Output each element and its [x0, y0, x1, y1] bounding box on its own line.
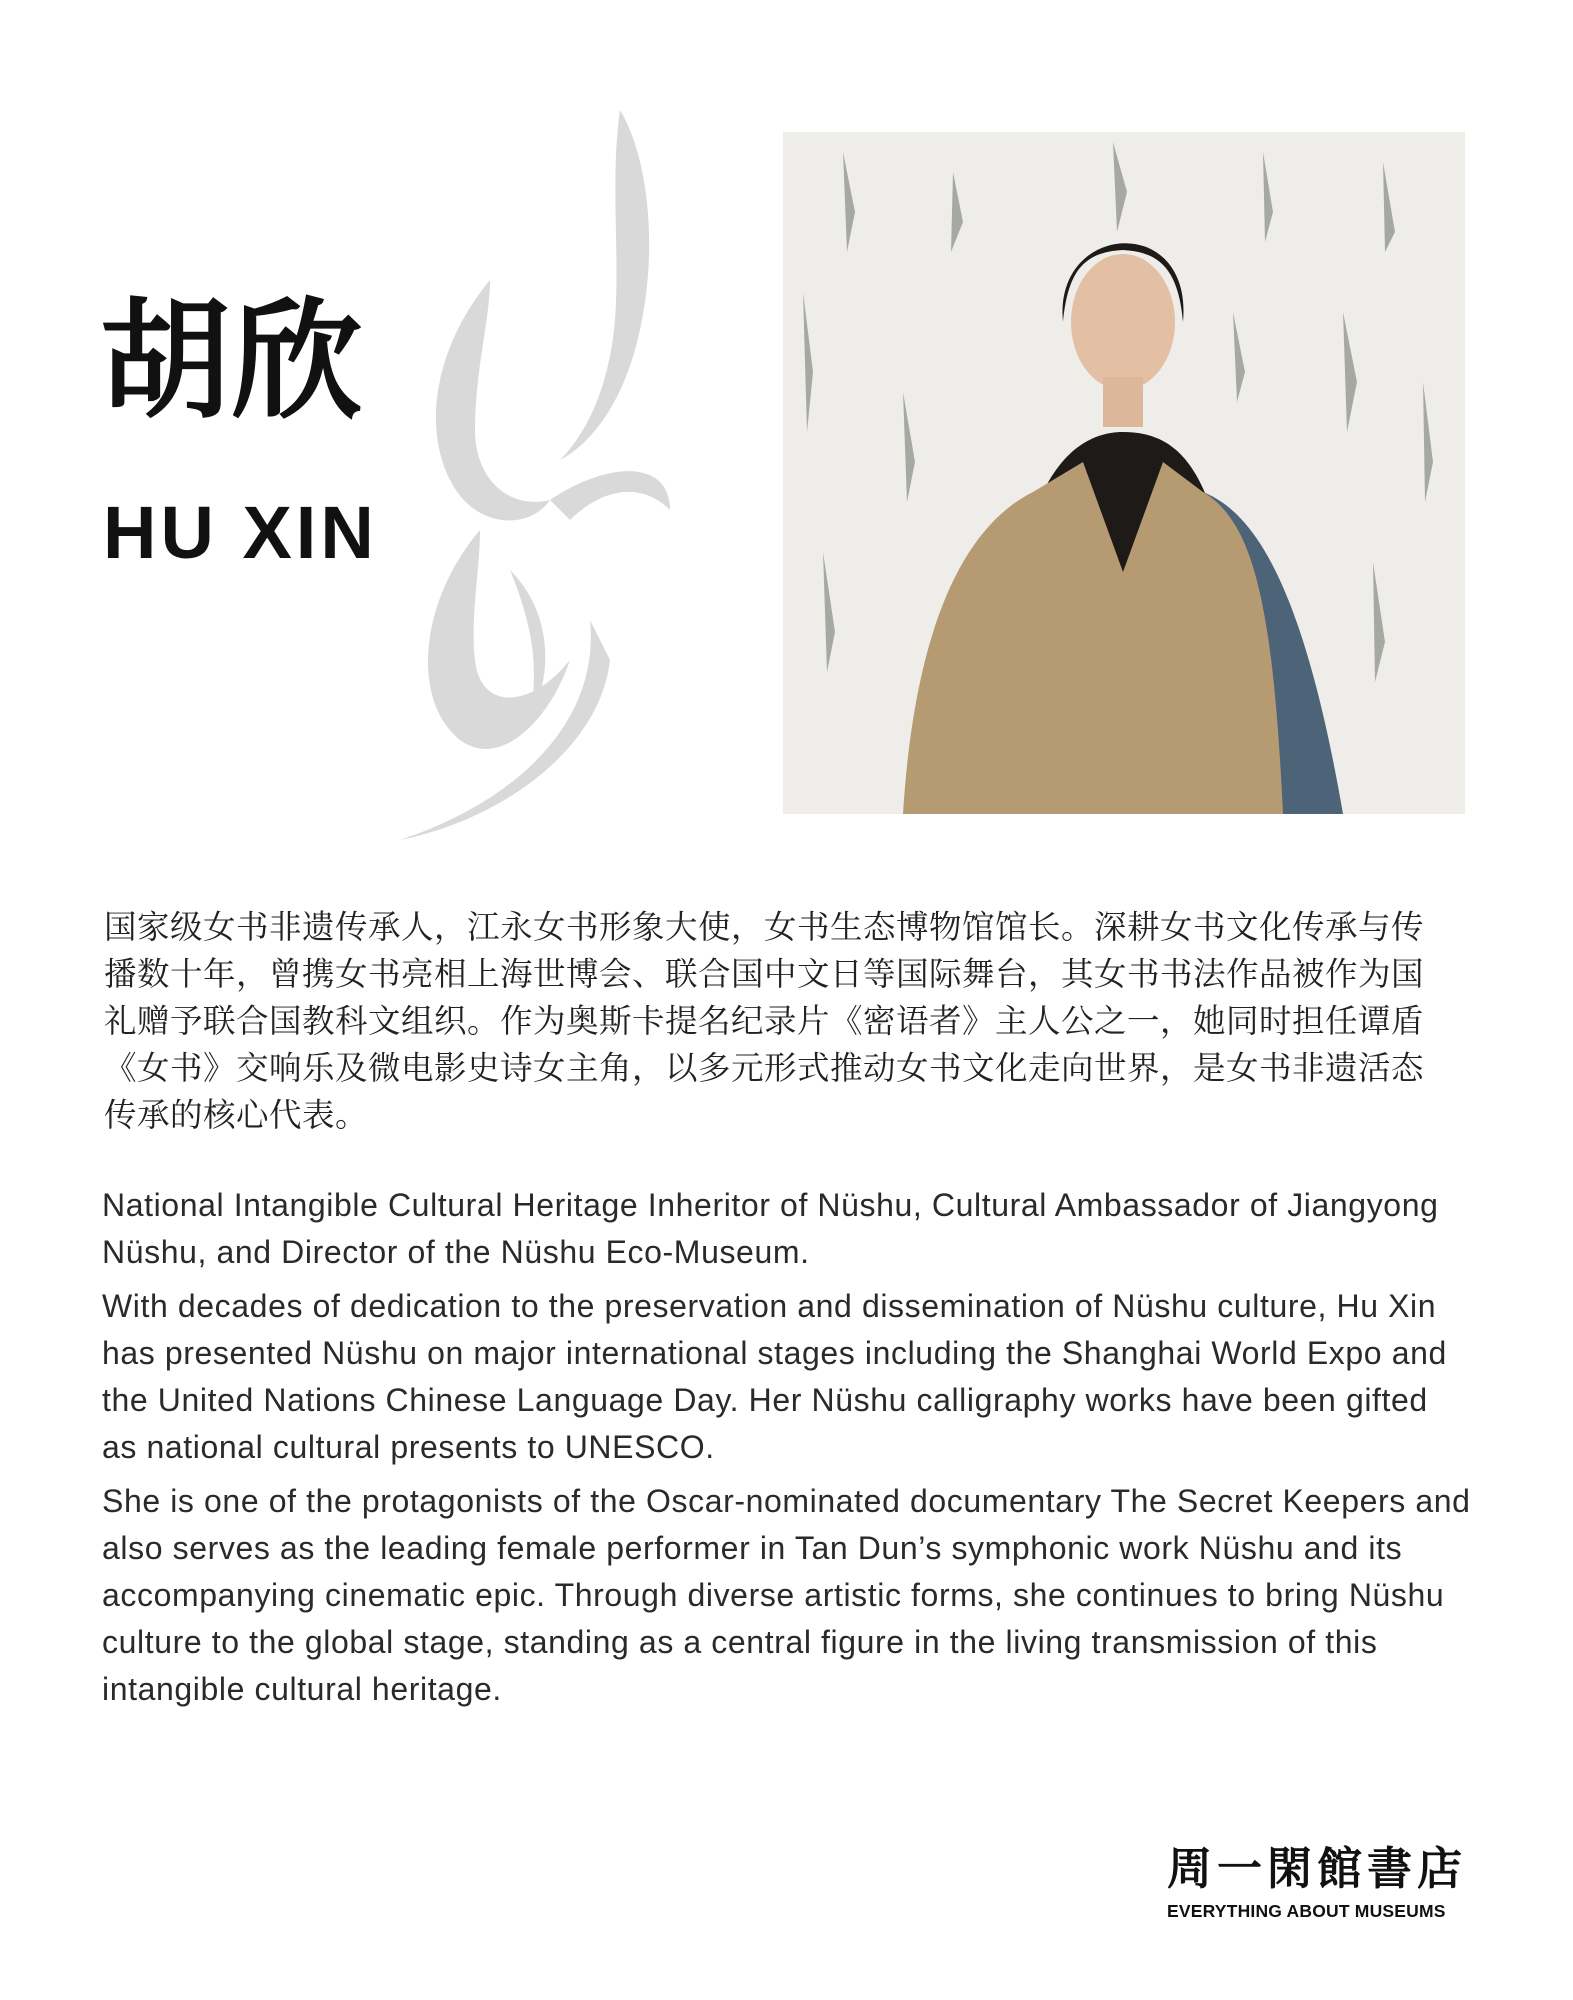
brand-logo — [1167, 1842, 1468, 1922]
bio-english — [102, 1182, 1472, 1720]
nushu-glyph-decoration — [380, 100, 740, 860]
brand-tagline: EVERYTHING ABOUT MUSEUMS — [1167, 1901, 1446, 1921]
portrait-photo — [783, 132, 1465, 814]
bio-english-paragraph: National Intangible Cultural Heritage Inheritor of Nüshu, Cultural Ambassador of Jiangyong Nüshu, and Director of the Nüshu Eco-Museum. — [102, 1187, 1439, 1270]
brand-name-chinese: 周一閑館書店 — [1167, 1842, 1468, 1895]
name-english: HU XIN — [103, 491, 378, 574]
bio-english-paragraph: With decades of dedication to the preservation and dissemination of Nüshu culture, Hu Xin has presented Nüshu on major international stages including the Shanghai World Expo and the United Nations Chinese Language Day. Her Nüshu calligraphy works have been gifted as national cultural presents to UNESCO. — [102, 1288, 1447, 1465]
bio-english-paragraph: She is one of the protagonists of the Oscar-nominated documentary The Secret Keepers and also serves as the leading female performer in Tan Dun’s symphonic work Nüshu and its accompanying cinematic epic. Through diverse artistic forms, she continues to bring Nüshu culture to the global stage, standing as a central figure in the living transmission of this intangible cultural heritage. — [102, 1483, 1471, 1707]
name-chinese: 胡欣 — [100, 285, 365, 437]
bio-chinese: 国家级女书非遗传承人，江永女书形象大使，女书生态博物馆馆长。深耕女书文化传承与传播数十年，曾携女书亮相上海世博会、联合国中文日等国际舞台，其女书书法作品被作为国礼赠予联合国教科文组织。作为奥斯卡提名纪录片《密语者》主人公之一，她同时担任谭盾《女书》交响乐及微电影史诗女主角，以多元形式推动女书文化走向世界，是女书非遗活态传承的核心代表。 — [104, 908, 1425, 1134]
